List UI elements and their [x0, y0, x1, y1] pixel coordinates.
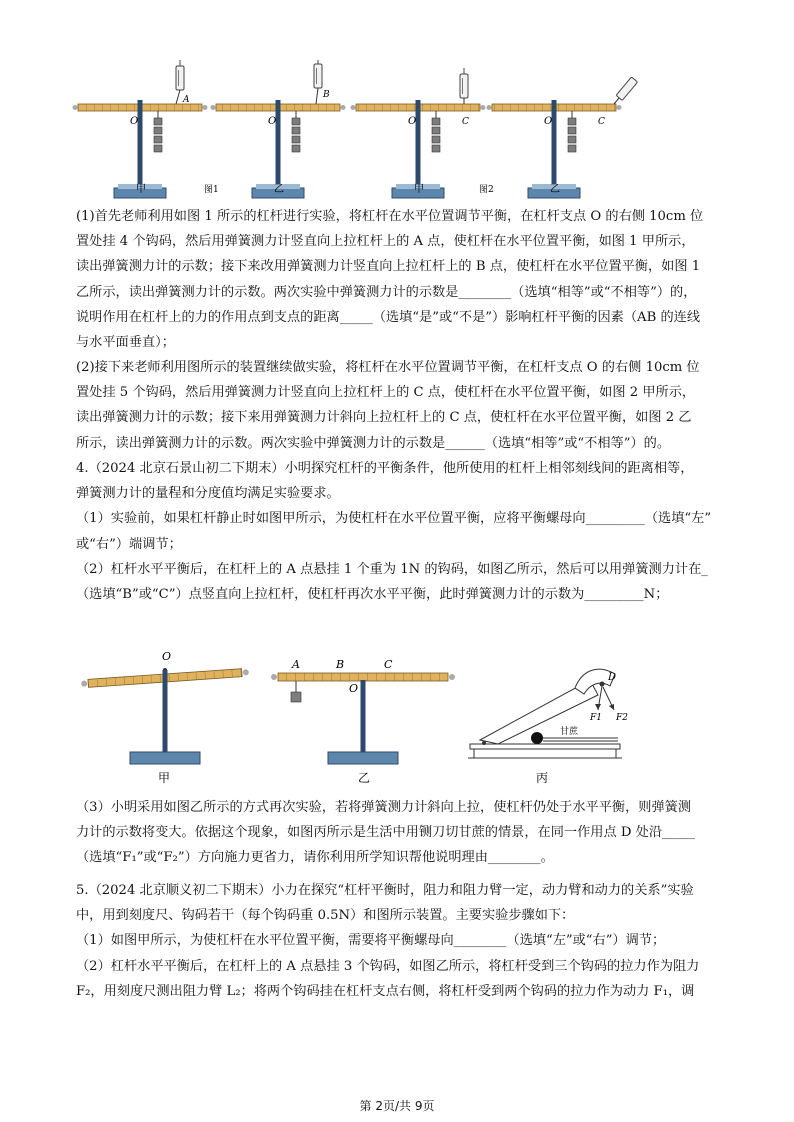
q4-fig-yi	[271, 658, 455, 785]
q4-bing-f2: F2	[616, 713, 628, 723]
q4-part2-line: （2）杠杆水平平衡后，在杠杆上的 A 点悬挂 1 个重为 1N 的钩码，如图乙所示，然后可以用弹簧测力计在_	[76, 561, 708, 577]
fig1-caption: 图1	[204, 185, 219, 195]
q4-intro-line: 4.（2024 北京石景山初二下期末）小明探究杠杆的平衡条件，他所使用的杠杆上相邻刻线间的距离相等，	[76, 461, 694, 476]
fig1-yi-point: B	[323, 90, 330, 100]
q4-yi-point-a: A	[292, 658, 300, 671]
q3-part1-line: 说明作用在杠杆上的力的作用点到支点的距离_____（选填“是”或“不是”）影响杠杆平衡的因素（AB 的连线	[76, 309, 701, 325]
fig1-jia-point: A	[183, 95, 190, 105]
q4-bing-label: 甘蔗	[560, 727, 579, 737]
q4-bing-f1: F1	[590, 713, 602, 723]
fig2-jia	[351, 68, 486, 198]
q4-part3-line: （选填“F₁”或“F₂”）方向施力更省力，请你利用所学知识帮他说明理由________。	[76, 850, 554, 866]
q3-part2-line: 读出弹簧测力计的示数；接下来用弹簧测力计斜向上拉杠杆上的 C 点，使杠杆在水平位置平衡，如图 2 乙	[76, 410, 692, 426]
fig1-yi-caption: 乙	[274, 184, 284, 195]
fig1-jia	[73, 60, 208, 198]
q3-part1-line: (1)首先老师利用如图 1 所示的杠杆进行实验，将杠杆在水平位置调节平衡，在杠杆支点 O 的右侧 10cm 位	[76, 209, 704, 224]
fig2-caption: 图2	[479, 185, 494, 195]
q4-yi-point-b: B	[336, 658, 345, 671]
q5-part2-line: F₂，用刻度尺测出阻力臂 L₂；将两个钩码挂在杠杆支点右侧，将杠杆受到两个钩码的拉力作为动力 F₁，调	[76, 983, 695, 999]
page-footer: 第 2页/共 9页	[359, 1099, 435, 1113]
q5-part1-line: （1）如图甲所示，为使杠杆在水平位置平衡，需要将平衡螺母向________（选填“左”或“右”）调节；	[76, 933, 666, 949]
q4-yi-caption: 乙	[358, 771, 371, 785]
fig2-yi	[479, 77, 638, 198]
q4-bing-caption: 丙	[536, 771, 549, 785]
q3-part1-line: 置处挂 4 个钩码，然后用弹簧测力计竖直向上拉杠杆上的 A 点，使杠杆在水平位置平衡，如图 1 甲所示，	[76, 234, 695, 250]
q3-part2	[76, 355, 726, 456]
fig1-yi-pivot: O	[268, 116, 277, 127]
q5-intro-line: 中，用到刻度尺、钩码若干（每个钩码重 0.5N）和图所示装置。主要实验步骤如下：	[76, 908, 575, 924]
q3-part1-line: 乙所示，读出弹簧测力计的示数。两次实验中弹簧测力计的示数是________（选填“相等”或“不相等”）的，	[76, 284, 697, 300]
q4-part2-line: （选填“B”或“C”）点竖直向上拉杠杆，使杠杆再次水平平衡，此时弹簧测力计的示数为_________N；	[76, 587, 669, 603]
q4-part1-line: 或“右”）端调节；	[76, 536, 182, 552]
q4-figures	[70, 640, 670, 790]
q4-fig-jia	[81, 650, 249, 785]
q3-part1	[76, 204, 726, 355]
q5	[76, 878, 726, 1004]
q4-part3-line: （3）小明采用如图乙所示的方式再次实验，若将弹簧测力计斜向上拉，使杠杆仍处于水平平衡，则弹簧测	[76, 800, 692, 815]
q4-intro	[76, 456, 726, 607]
q4-part3-line: 力计的示数将变大。依据这个现象，如图丙所示是生活中用铡刀切甘蔗的情景，在同一作用点 D 处沿_____	[76, 825, 695, 841]
q4-part1-line: （1）实验前，如果杠杆静止时如图甲所示，为使杠杆在水平位置平衡，应将平衡螺母向_________（选填“左”	[76, 511, 712, 527]
fig2-jia-pivot: O	[408, 116, 417, 127]
q4-jia-pivot: O	[162, 650, 172, 663]
fig2-jia-point: C	[462, 117, 469, 127]
q5-intro-line: 5.（2024 北京顺义初二下期末）小力在探究“杠杆平衡时，阻力和阻力臂一定，动力臂和动力的关系”实验	[76, 883, 694, 898]
q5-part2-line: （2）杠杆水平平衡后，在杠杆上的 A 点悬挂 3 个钩码，如图乙所示，将杠杆受到三个钩码的拉力作为阻力	[76, 958, 700, 974]
q4-part3	[76, 795, 726, 871]
fig2-yi-point: C	[598, 117, 605, 127]
q4-fig-bing	[468, 669, 628, 785]
fig1-jia-pivot: O	[130, 116, 139, 127]
q4-bing-point: D	[608, 672, 617, 683]
q4-jia-caption: 甲	[158, 771, 171, 785]
q3-part1-line: 读出弹簧测力计的示数；接下来改用弹簧测力计竖直向上拉杠杆上的 B 点，使杠杆在水平位置平衡，如图 1	[76, 259, 701, 275]
q3-part1-line: 与水平面垂直）；	[76, 335, 175, 351]
fig2-jia-caption: 甲	[414, 184, 424, 195]
q3-part2-line: (2)接下来老师利用图所示的装置继续做实验，将杠杆在水平位置调节平衡，在杠杆支点 O 的右侧 10cm 位	[76, 360, 700, 375]
fig1-yi	[204, 60, 346, 198]
q4-yi-pivot: O	[349, 682, 359, 695]
q3-part2-line: 所示，读出弹簧测力计的示数。两次实验中弹簧测力计的示数是______（选填“相等”或“不相等”）的。	[76, 435, 671, 451]
q3-part2-line: 置处挂 5 个钩码，然后用弹簧测力计竖直向上拉杠杆上的 C 点，使杠杆在水平位置平衡，如图 2 甲所示，	[76, 385, 696, 401]
figure-1-2	[70, 60, 725, 200]
fig2-yi-pivot: O	[544, 116, 553, 127]
fig1-jia-caption: 甲	[136, 184, 146, 195]
q4-intro-line: 弹簧测力计的量程和分度值均满足实验要求。	[76, 486, 340, 502]
q4-yi-point-c: C	[384, 658, 393, 671]
fig2-yi-caption: 乙	[550, 184, 560, 195]
